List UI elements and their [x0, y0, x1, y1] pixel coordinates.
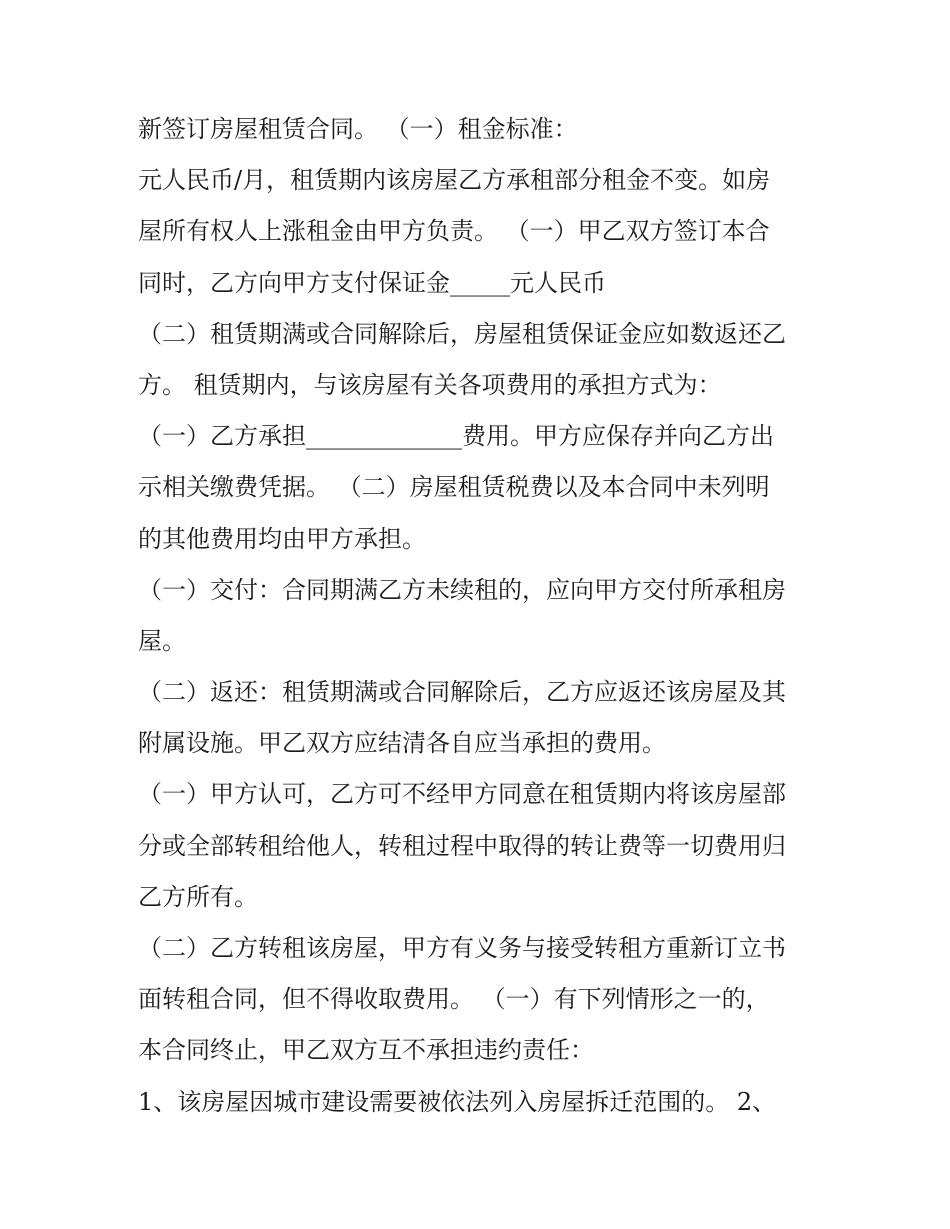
- text-line: 同时，乙方向甲方支付保证金_____元人民币: [138, 268, 606, 297]
- document-body: [138, 104, 818, 1128]
- text-line: （二）租赁期满或合同解除后，房屋租赁保证金应如数返还乙: [138, 319, 786, 348]
- text-line: 元人民币/月，租赁期内该房屋乙方承租部分租金不变。如房: [138, 166, 771, 195]
- text-line: 的其他费用均由甲方承担。: [138, 524, 426, 553]
- text-line: 分或全部转租给他人，转租过程中取得的转让费等一切费用归: [138, 831, 786, 860]
- text-line: 1、该房屋因城市建设需要被依法列入房屋拆迁范围的。 2、: [138, 1087, 777, 1116]
- text-line: 面转租合同，但不得收取费用。 （一）有下列情形之一的，: [138, 985, 770, 1014]
- text-line: 本合同终止，甲乙双方互不承担违约责任：: [138, 1036, 594, 1065]
- text-line: （二）返还：租赁期满或合同解除后，乙方应返还该房屋及其: [138, 678, 786, 707]
- text-line: 乙方所有。: [138, 882, 258, 911]
- text-line: 方。 租赁期内，与该房屋有关各项费用的承担方式为：: [138, 370, 722, 399]
- text-line: （一）乙方承担_____________费用。甲方应保存并向乙方出: [138, 422, 774, 451]
- text-line: （一）交付：合同期满乙方未续租的，应向甲方交付所承租房: [138, 575, 786, 604]
- text-line: 示相关缴费凭据。 （二）房屋租赁税费以及本合同中未列明: [138, 473, 770, 502]
- text-line: 屋所有权人上涨租金由甲方负责。 （一）甲乙双方签订本合: [138, 217, 770, 246]
- text-line: 屋。: [138, 626, 186, 655]
- text-line: 新签订房屋租赁合同。 （一）租金标准：: [138, 115, 578, 143]
- text-line: （二）乙方转租该房屋，甲方有义务与接受转租方重新订立书: [138, 934, 786, 962]
- text-line: 附属设施。甲乙双方应结清各自应当承担的费用。: [138, 729, 666, 758]
- text-line: （一）甲方认可，乙方可不经甲方同意在租赁期内将该房屋部: [138, 780, 786, 809]
